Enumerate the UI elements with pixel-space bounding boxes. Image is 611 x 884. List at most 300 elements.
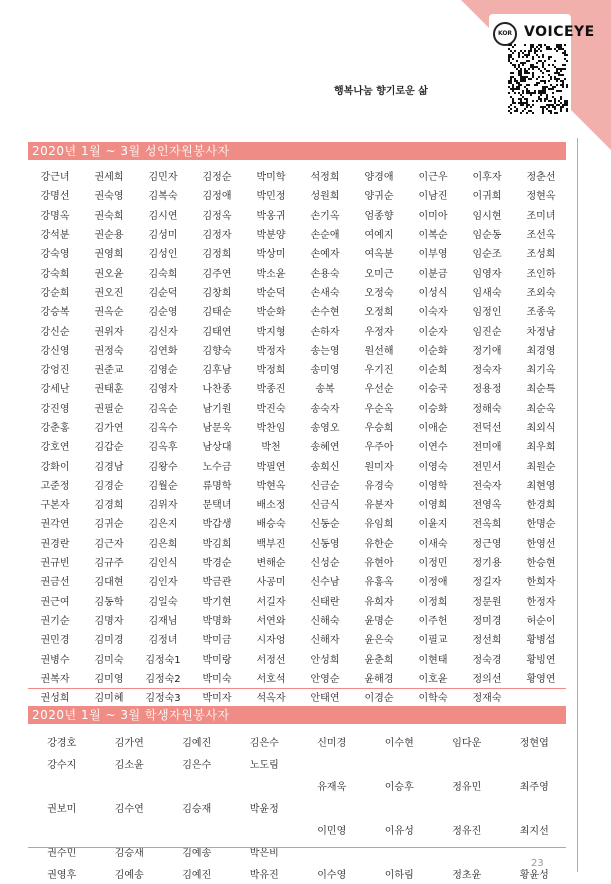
name-cell: 강명옥 [40,210,70,222]
brand-name: VOICEYE [524,24,595,40]
name-cell: 김갑순 [94,442,124,454]
name-cell: 박분양 [256,230,286,242]
name-cell: 문택녀 [202,500,232,512]
name-cell: 양귀순 [364,191,394,203]
name-cell: 이순화 [418,345,448,357]
name-cell: 김미경 [94,635,124,647]
name-cell: 임순동 [472,230,502,242]
table-row [28,796,568,818]
name-cell: 황윤성 [519,869,549,881]
table-row [28,648,568,667]
name-cell: 손기옥 [310,210,340,222]
name-cell: 이유성 [384,825,414,837]
table-row [28,359,568,378]
name-cell: 권규빈 [40,558,70,570]
name-cell: 이승후 [384,781,414,793]
name-cell: 김미영 [94,673,124,685]
name-cell: 이필교 [418,635,448,647]
name-cell: 김주연 [202,268,232,280]
name-cell: 김수연 [114,803,144,815]
name-cell: 박정희 [256,365,286,377]
name-cell: 김순영 [148,307,178,319]
name-cell: 우순옥 [364,403,394,415]
table-row [28,417,568,436]
name-cell: 정근영 [472,538,502,550]
name-cell: 윤명순 [364,615,394,627]
name-cell: 박천 [261,442,281,454]
name-cell: 신동영 [310,538,340,550]
name-cell: 박민정 [256,191,286,203]
name-cell: 박김희 [202,538,232,550]
name-cell: 최지선 [519,825,549,837]
name-cell: 김예진 [182,869,212,881]
name-cell: 우승희 [364,423,394,434]
name-cell: 권수민 [47,847,77,859]
name-cell: 박소윤 [256,268,286,280]
name-cell: 최우희 [526,442,556,454]
name-cell: 김재님 [148,615,178,627]
name-cell: 권경란 [40,538,70,550]
name-cell: 김은희 [148,538,178,550]
name-cell: 김위자 [148,500,178,512]
name-cell: 손수현 [310,307,340,319]
name-cell: 이수영 [317,869,347,881]
table-row [28,571,568,590]
name-cell: 신해숙 [310,615,340,627]
name-cell: 박갑생 [202,519,232,531]
name-cell: 백부진 [256,538,286,550]
name-cell: 황영연 [526,673,556,685]
name-cell: 이숙자 [418,307,448,319]
table-row [28,818,568,840]
name-cell: 박미학 [256,172,286,184]
name-cell: 최경영 [526,345,556,357]
name-cell: 권숙영 [94,191,124,203]
name-cell: 박현옥 [256,480,286,492]
table-row [28,687,568,706]
name-cell: 권기순 [40,615,70,627]
name-cell: 남상대 [202,442,232,454]
name-cell: 이미아 [418,210,448,222]
table-row [28,243,568,262]
name-cell: 이영학 [418,480,448,492]
name-cell: 손용숙 [310,268,340,280]
name-cell: 서길자 [256,596,286,608]
name-cell: 사공미 [256,577,286,589]
name-cell: 김예송 [114,869,144,881]
name-cell: 박필연 [256,461,286,473]
name-cell: 김성인 [148,249,178,261]
name-cell: 조외숙 [526,287,556,299]
table-row [28,513,568,532]
name-cell: 이순자 [418,326,448,338]
name-cell: 구본자 [40,500,70,512]
name-cell: 정문원 [472,596,502,608]
name-cell: 이애순 [418,423,448,434]
table-row [28,552,568,571]
name-cell: 한승현 [526,558,556,570]
name-cell: 석옥자 [256,693,286,705]
name-cell: 정기용 [472,558,502,570]
name-cell: 박찬임 [256,423,286,434]
section-title-adult: 2020년 1월 ~ 3월 성인자원봉사자 [28,142,566,160]
name-cell: 김근자 [94,538,124,550]
name-cell: 유한순 [364,538,394,550]
name-cell: 권오윤 [94,268,124,280]
name-cell: 신미경 [317,737,347,749]
name-cell: 정해숙 [472,403,502,415]
name-cell: 정현옥 [526,191,556,203]
table-row [28,668,568,687]
name-cell: 오정희 [364,307,394,319]
name-cell: 남문욱 [202,423,232,434]
name-cell: 권오진 [94,287,124,299]
name-cell: 김영자 [148,384,178,396]
name-cell: 강수지 [47,759,77,771]
name-cell: 노수금 [202,461,232,473]
table-row [28,224,568,243]
name-cell: 시자엉 [256,635,286,647]
name-cell: 정의선 [472,673,502,685]
name-cell: 임새숙 [472,287,502,299]
table-row [28,591,568,610]
name-cell: 강엉진 [40,365,70,377]
name-cell: 김은지 [148,519,178,531]
name-cell: 원선해 [364,345,394,357]
name-cell: 박옹귀 [256,210,286,222]
table-row [28,475,568,494]
name-cell: 서정선 [256,654,286,666]
name-cell: 성원희 [310,191,340,203]
name-cell: 박상미 [256,249,286,261]
name-cell: 전영옥 [472,500,502,512]
name-cell: 김연화 [148,345,178,357]
name-cell: 이귀희 [472,191,502,203]
name-cell: 정숙경 [472,654,502,666]
name-cell: 한경희 [526,500,556,512]
voiceye-qr-code-icon [508,44,568,114]
name-cell: 박미숙 [202,673,232,685]
name-cell: 이남진 [418,191,448,203]
name-cell: 김향숙 [202,345,232,357]
section-divider [28,688,566,689]
name-cell: 이후자 [472,172,502,184]
name-cell: 정기애 [472,345,502,357]
name-cell: 김미숙 [94,654,124,666]
name-cell: 이현태 [418,654,448,666]
name-cell: 정길자 [472,577,502,589]
name-cell: 박미랑 [202,654,232,666]
name-cell: 유경숙 [364,480,394,492]
name-cell: 권필순 [94,403,124,415]
name-cell: 김경희 [94,500,124,512]
name-cell: 손새숙 [310,287,340,299]
name-cell: 김정자 [202,230,232,242]
name-cell: 한명순 [526,519,556,531]
name-cell: 김시연 [148,210,178,222]
name-cell: 이경순 [364,693,394,705]
name-cell: 박순덕 [256,287,286,299]
name-cell: 이정애 [418,577,448,589]
name-cell: 신해자 [310,635,340,647]
name-cell: 최순특 [526,384,556,396]
name-cell: 김규주 [94,558,124,570]
adult-volunteer-table [28,166,568,706]
name-cell: 조종욱 [526,307,556,319]
name-cell: 송영오 [310,423,340,434]
name-cell: 김경남 [94,461,124,473]
table-row [28,205,568,224]
name-cell: 변해순 [256,558,286,570]
name-cell: 김명자 [94,615,124,627]
name-cell: 양경애 [364,172,394,184]
name-cell: 김정희 [202,249,232,261]
name-cell: 이학숙 [418,693,448,705]
name-cell: 박정자 [256,345,286,357]
name-cell: 유현아 [364,558,394,570]
name-cell: 강세난 [40,384,70,396]
name-cell: 김동학 [94,596,124,608]
table-row [28,774,568,796]
name-cell: 송희신 [310,461,340,473]
name-cell: 나찬종 [202,384,232,396]
name-cell: 정선희 [472,635,502,647]
name-cell: 권복자 [40,673,70,685]
name-cell: 임정인 [472,307,502,319]
name-cell: 권영희 [94,249,124,261]
table-row [28,752,568,774]
name-cell: 윤해경 [364,673,394,685]
table-row [28,301,568,320]
name-cell: 박순화 [256,307,286,319]
name-cell: 최원순 [526,461,556,473]
name-cell: 임다운 [452,737,482,749]
name-cell: 김소윤 [114,759,144,771]
name-cell: 강승복 [40,307,70,319]
name-cell: 조성희 [526,249,556,261]
name-cell: 김일숙 [148,596,178,608]
name-cell: 최순옥 [526,403,556,415]
name-cell: 김경순 [94,480,124,492]
name-cell: 김은수 [182,759,212,771]
table-row [28,840,568,862]
table-row [28,378,568,397]
name-cell: 권정숙 [94,345,124,357]
name-cell: 김후남 [202,365,232,377]
name-cell: 이승화 [418,403,448,415]
name-cell: 강석분 [40,230,70,242]
name-cell: 박경순 [202,558,232,570]
table-row [28,340,568,359]
name-cell: 이복순 [418,230,448,242]
name-cell: 신동순 [310,519,340,531]
name-cell: 배소정 [256,500,286,512]
name-cell: 김왕수 [148,461,178,473]
name-cell: 정유민 [452,781,482,793]
table-row [28,610,568,629]
name-cell: 이근우 [418,172,448,184]
name-cell: 송미영 [310,365,340,377]
name-cell: 박진숙 [256,403,286,415]
name-cell: 이민영 [317,825,347,837]
name-cell: 이주헌 [418,615,448,627]
name-cell: 차정남 [526,326,556,338]
name-cell: 정용정 [472,384,502,396]
name-cell: 이승국 [418,384,448,396]
name-cell: 박유진 [249,869,279,881]
name-cell: 권금선 [40,577,70,589]
name-cell: 강숙영 [40,249,70,261]
name-cell: 정춘선 [526,172,556,184]
name-cell: 김승재 [182,803,212,815]
name-cell: 강순희 [40,287,70,299]
name-cell: 임순조 [472,249,502,261]
name-cell: 권보미 [47,803,77,815]
name-cell: 김정녀 [148,635,178,647]
name-cell: 김창희 [202,287,232,299]
name-cell: 윤춘희 [364,654,394,666]
name-cell: 고준정 [40,480,70,492]
name-cell: 유희자 [364,596,394,608]
name-cell: 강호연 [40,442,70,454]
name-cell: 권영후 [47,869,77,881]
name-cell: 김귀순 [94,519,124,531]
table-row [28,436,568,455]
name-cell: 권숙희 [94,210,124,222]
name-cell: 강경호 [47,737,77,749]
name-cell: 이정민 [418,558,448,570]
name-cell: 김인자 [148,577,178,589]
name-cell: 이영숙 [418,461,448,473]
name-cell: 김정애 [202,191,232,203]
name-cell: 권병수 [40,654,70,666]
name-cell: 신성순 [310,558,340,570]
name-cell: 손예자 [310,249,340,261]
name-cell: 안태연 [310,693,340,705]
table-row [28,282,568,301]
name-cell: 이수현 [384,737,414,749]
name-cell: 권각연 [40,519,70,531]
name-cell: 권민경 [40,635,70,647]
slogan: 행복나눔 향기로운 삶 [334,86,428,97]
name-cell: 정유진 [452,825,482,837]
name-cell: 강신순 [40,326,70,338]
name-cell: 이연수 [418,442,448,454]
name-cell: 김순덕 [148,287,178,299]
name-cell: 황병섭 [526,635,556,647]
name-cell: 강근녀 [40,172,70,184]
name-cell: 김정순 [202,172,232,184]
name-cell: 권옥순 [94,307,124,319]
name-cell: 박은비 [249,847,279,859]
name-cell: 전옥희 [472,519,502,531]
name-cell: 박윤정 [249,803,279,815]
name-cell: 한영선 [526,538,556,550]
section-divider-bottom [28,847,566,848]
name-cell: 신금식 [310,500,340,512]
name-cell: 최현영 [526,480,556,492]
name-cell: 유재욱 [317,781,347,793]
name-cell: 김영순 [148,365,178,377]
name-cell: 김은수 [249,737,279,749]
name-cell: 이하림 [384,869,414,881]
name-cell: 이호윤 [418,673,448,685]
name-cell: 정미경 [472,615,502,627]
name-cell: 최외식 [526,423,556,434]
name-cell: 신금순 [310,480,340,492]
name-cell: 이분금 [418,268,448,280]
name-cell: 박명화 [202,615,232,627]
table-row [28,262,568,281]
name-cell: 이부영 [418,249,448,261]
name-cell: 유분자 [364,500,394,512]
name-cell: 서호석 [256,673,286,685]
kor-logo-icon: KOR [493,22,517,46]
name-cell: 송복 [315,384,335,396]
name-cell: 임영자 [472,268,502,280]
name-cell: 전민서 [472,461,502,473]
name-cell: 정숙자 [472,365,502,377]
name-cell: 김예송 [182,847,212,859]
name-cell: 김월순 [148,480,178,492]
name-cell: 김옥수 [148,423,178,434]
name-cell: 권세희 [94,172,124,184]
name-cell: 엄종향 [364,210,394,222]
name-cell: 강명선 [40,191,70,203]
name-cell: 권태훈 [94,384,124,396]
table-row [28,455,568,474]
name-cell: 우주아 [364,442,394,454]
name-cell: 권순용 [94,230,124,242]
name-cell: 김인식 [148,558,178,570]
name-cell: 손하자 [310,326,340,338]
name-cell: 한정자 [526,596,556,608]
name-cell: 이윤지 [418,519,448,531]
name-cell: 손순애 [310,230,340,242]
name-cell: 김옥순 [148,403,178,415]
name-cell: 조미녀 [526,210,556,222]
name-cell: 임진순 [472,326,502,338]
name-cell: 김태연 [202,326,232,338]
table-row [28,166,568,185]
name-cell: 여옥분 [364,249,394,261]
name-cell: 강화이 [40,461,70,473]
name-cell: 김민자 [148,172,178,184]
name-cell: 김옥후 [148,442,178,454]
name-cell: 김정옥 [202,210,232,222]
table-row [28,533,568,552]
name-cell: 김정숙1 [145,654,181,666]
name-cell: 박미금 [202,635,232,647]
name-cell: 우선순 [364,384,394,396]
name-cell: 신태란 [310,596,340,608]
name-cell: 우기진 [364,365,394,377]
name-cell: 박종진 [256,384,286,396]
name-cell: 윤은숙 [364,635,394,647]
name-cell: 박금관 [202,577,232,589]
page-number: 23 [531,858,544,869]
name-cell: 김예진 [182,737,212,749]
name-cell: 여예지 [364,230,394,242]
name-cell: 안영순 [310,673,340,685]
name-cell: 송숙자 [310,403,340,415]
name-cell: 황빙연 [526,654,556,666]
name-cell: 신수남 [310,577,340,589]
name-cell: 노도림 [249,759,279,771]
name-cell: 김가연 [94,423,124,434]
name-cell: 이순희 [418,365,448,377]
name-cell: 조선옥 [526,230,556,242]
